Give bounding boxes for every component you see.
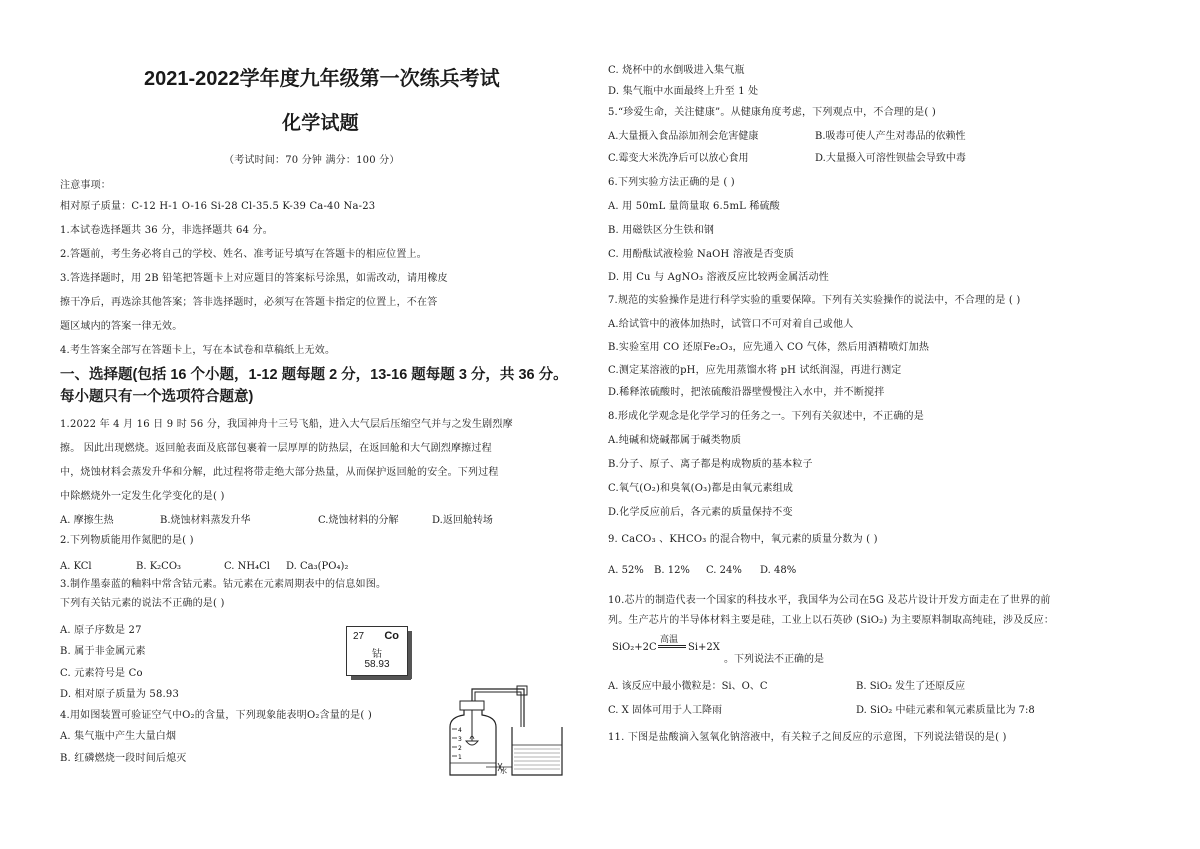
note-item: 1.本试卷选择题共 36 分，非选择题共 64 分。 <box>60 225 273 236</box>
q6-stem: 6.下列实验方法正确的是 ( ) <box>608 177 735 188</box>
notes-heading: 注意事项： <box>60 180 111 191</box>
q3-option-d: D. 相对原子质量为 58.93 <box>60 689 180 700</box>
water-label: 水 <box>500 767 507 775</box>
equation-right: Si+2X <box>688 642 720 653</box>
q8-stem: 8.形成化学观念是化学学习的任务之一。下列有关叙述中，不正确的是 <box>608 411 924 422</box>
exam-subtitle: 化学试题 <box>282 113 359 134</box>
equation-left: SiO₂+2C <box>612 642 657 653</box>
exam-info: （考试时间：70 分钟 满分：100 分） <box>224 155 400 166</box>
q2-option-a: A. KCl <box>60 561 92 572</box>
scale-mark: 3 <box>458 736 462 743</box>
q5-option-c: C.霉变大米洗净后可以放心食用 <box>608 153 749 164</box>
q9-option-b: B. 12% <box>654 565 690 576</box>
q9-stem: 9. CaCO₃ 、KHCO₃ 的混合物中，氧元素的质量分数为 ( ) <box>608 534 878 545</box>
note-item: 2.答题前，考生务必将自己的学校、姓名、准考证号填写在答题卡的相应位置上。 <box>60 249 427 260</box>
scale-mark: 4 <box>458 727 462 734</box>
element-mass: 58.93 <box>364 659 390 670</box>
q5-stem: 5.“珍爱生命，关注健康”。从健康角度考虑，下列观点中，不合理的是( ) <box>608 107 936 118</box>
equation-tail: 。下列说法不正确的是 <box>724 654 824 665</box>
q5-option-d: D.大量摄入可溶性钡盐会导致中毒 <box>815 153 966 164</box>
q8-option-c: C.氧气(O₂)和臭氧(O₃)都是由氧元素组成 <box>608 483 794 494</box>
section-heading: 一、选择题(包括 16 个小题，1-12 题每题 2 分，13-16 题每题 3 分，共 36 分。 <box>60 367 568 383</box>
q7-option-d: D.稀释浓硫酸时，把浓硫酸沿器壁慢慢注入水中，并不断搅拌 <box>608 387 885 398</box>
q9-option-c: C. 24% <box>706 565 742 576</box>
cobalt-element-card <box>346 626 408 676</box>
exam-title: 2021-2022学年度九年级第一次练兵考试 <box>144 68 500 90</box>
q10-option-c: C. X 固体可用于人工降雨 <box>608 705 722 716</box>
apparatus-figure <box>446 683 572 781</box>
q9-option-d: D. 48% <box>760 565 797 576</box>
q7-option-c: C.测定某溶液的pH，应先用蒸馏水将 pH 试纸润湿，再进行测定 <box>608 365 902 376</box>
q6-option-d: D. 用 Cu 与 AgNO₃ 溶液反应比较两金属活动性 <box>608 272 830 283</box>
q10-option-d: D. SiO₂ 中硅元素和氧元素质量比为 7:8 <box>856 705 1035 716</box>
q8-option-b: B.分子、原子、离子都是构成物质的基本粒子 <box>608 459 813 470</box>
q1-stem-line: 中，烧蚀材料会蒸发升华和分解，此过程将带走绝大部分热量，从而保护返回舱的安全。下列过程 <box>60 467 499 478</box>
q1-option-a: A. 摩擦生热 <box>60 515 114 526</box>
q8-option-a: A.纯碱和烧碱都属于碱类物质 <box>608 435 742 446</box>
scale-mark: 2 <box>458 745 462 752</box>
q5-option-b: B.吸毒可使人产生对毒品的依赖性 <box>815 131 966 142</box>
element-name: 钴 <box>372 649 382 660</box>
q4-stem: 4.用如图装置可验证空气中O₂的含量，下列现象能表明O₂含量的是( ) <box>60 710 372 721</box>
q10-stem-line: 列。生产芯片的半导体材料主要是硅，工业上以石英砂 (SiO₂) 为主要原料制取高纯硅，涉及反应： <box>608 615 1055 626</box>
q4-option-c: C. 烧杯中的水倒吸进入集气瓶 <box>608 65 745 76</box>
q4-option-a: A. 集气瓶中产生大量白烟 <box>60 731 177 742</box>
q1-stem-line: 1.2022 年 4 月 16 日 9 时 56 分，我国神舟十三号飞船，进入大气层后压缩空气并与之发生剧烈摩 <box>60 419 513 430</box>
q6-option-b: B. 用磁铁区分生铁和钢 <box>608 225 715 236</box>
note-item: 3.答选择题时，用 2B 铅笔把答题卡上对应题目的答案标号涂黑，如需改动，请用橡皮 <box>60 273 448 284</box>
q2-option-b: B. K₂CO₃ <box>136 561 182 572</box>
note-item: 4.考生答案全部写在答题卡上，写在本试卷和草稿纸上无效。 <box>60 345 336 356</box>
q7-option-a: A.给试管中的液体加热时，试管口不可对着自己或他人 <box>608 319 854 330</box>
atomic-masses: 相对原子质量：C-12 H-1 O-16 Si-28 Cl-35.5 K-39 Ca-40 Na-23 <box>60 201 376 212</box>
q1-option-c: C.烧蚀材料的分解 <box>318 515 399 526</box>
element-symbol: Co <box>384 630 399 642</box>
q8-option-d: D.化学反应前后，各元素的质量保持不变 <box>608 507 793 518</box>
q10-option-b: B. SiO₂ 发生了还原反应 <box>856 681 966 692</box>
equation-condition: 高温 <box>660 635 679 645</box>
q6-option-a: A. 用 50mL 量筒量取 6.5mL 稀硫酸 <box>608 201 780 212</box>
scale-mark: 1 <box>458 754 462 761</box>
q3-option-c: C. 元素符号是 Co <box>60 668 143 679</box>
section-heading-cont: 每小题只有一个选项符合题意) <box>60 389 254 405</box>
element-number: 27 <box>353 631 365 642</box>
q3-option-a: A. 原子序数是 27 <box>60 625 142 636</box>
reaction-equation <box>612 632 872 668</box>
q2-option-d: D. Ca₃(PO₄)₂ <box>286 561 349 572</box>
q3-stem-cont: 下列有关钴元素的说法不正确的是( ) <box>60 598 225 609</box>
q9-option-a: A. 52% <box>608 565 644 576</box>
q6-option-c: C. 用酚酞试液检验 NaOH 溶液是否变质 <box>608 249 795 260</box>
q10-stem-line: 10.芯片的制造代表一个国家的科技水平，我国华为公司在5G 及芯片设计开发方面走在了世界的前 <box>608 595 1051 606</box>
q4-option-d: D. 集气瓶中水面最终上升至 1 处 <box>608 86 759 97</box>
q1-option-d: D.返回舱转场 <box>432 515 493 526</box>
q5-option-a: A.大量摄入食品添加剂会危害健康 <box>608 131 759 142</box>
note-item: 题区域内的答案一律无效。 <box>60 321 183 332</box>
q1-option-b: B.烧蚀材料蒸发升华 <box>160 515 251 526</box>
q7-option-b: B.实验室用 CO 还原Fe₂O₃，应先通入 CO 气体，然后用酒精喷灯加热 <box>608 342 930 353</box>
q2-stem: 2.下列物质能用作氮肥的是( ) <box>60 535 194 546</box>
q4-option-b: B. 红磷燃烧一段时间后熄灭 <box>60 753 187 764</box>
note-item: 擦干净后，再选涂其他答案；答非选择题时，必须写在答题卡指定的位置上，不在答 <box>60 297 438 308</box>
q11-stem: 11. 下图是盐酸滴入氢氧化钠溶液中，有关粒子之间反应的示意图，下列说法错误的是( ) <box>608 732 1007 743</box>
q1-stem-line: 擦。 因此出现燃烧。返回舱表面及底部包裹着一层厚厚的防热层，在返回舱和大气剧烈摩擦过程 <box>60 443 492 454</box>
q3-stem: 3.制作墨泰蓝的釉料中常含钴元素。钴元素在元素周期表中的信息如图。 <box>60 579 387 590</box>
q1-stem-line: 中除燃烧外一定发生化学变化的是( ) <box>60 491 225 502</box>
q10-option-a: A. 该反应中最小微粒是：Si、O、C <box>608 681 768 692</box>
q2-option-c: C. NH₄Cl <box>224 561 270 572</box>
q7-stem: 7.规范的实验操作是进行科学实验的重要保障。下列有关实验操作的说法中，不合理的是 ( ) <box>608 295 1021 306</box>
q3-option-b: B. 属于非金属元素 <box>60 646 146 657</box>
